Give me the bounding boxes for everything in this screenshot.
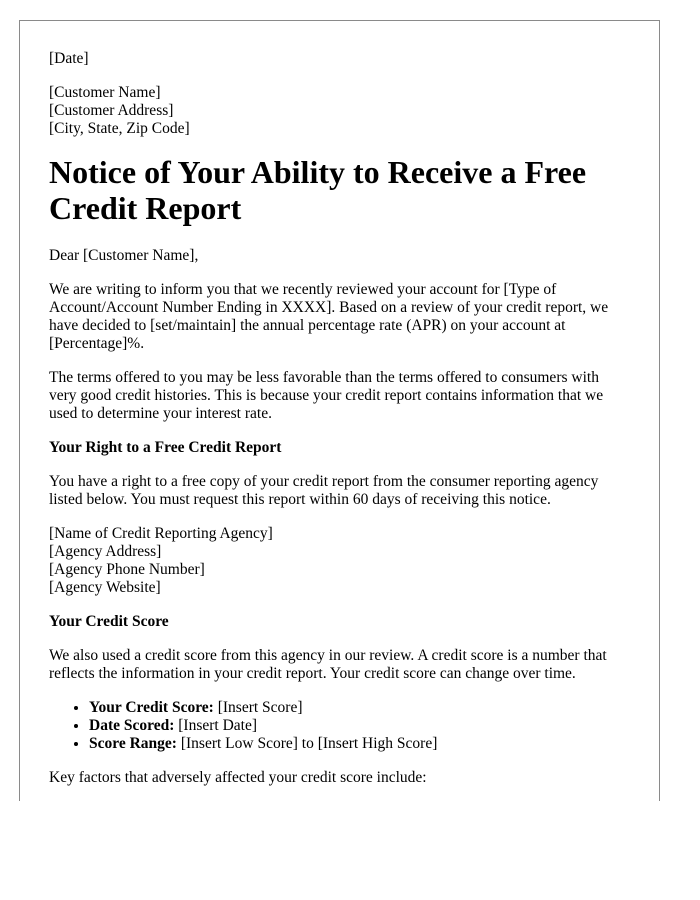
letter-document — [19, 20, 660, 801]
greeting: Dear [Customer Name], — [49, 247, 199, 264]
letter-date: [Date] — [49, 50, 89, 67]
paragraph-account-review: We are writing to inform you that we recently reviewed your account for [Type of Account/Account Number Ending in XXXX]. Based on a review of your credit report, we have decided to [set/maintain] the annual percentage rate (APR) on your account at [Percentage]%. — [49, 281, 609, 352]
customer-name-line: [Customer Name] — [49, 84, 161, 101]
customer-address-line: [Customer Address] — [49, 102, 174, 119]
section-heading-credit-score: Your Credit Score — [49, 613, 169, 630]
credit-score-label: Your Credit Score: — [89, 699, 214, 716]
list-item-credit-score — [89, 699, 630, 717]
paragraph-terms: The terms offered to you may be less favorable than the terms offered to consumers with very good credit histories. This is because your credit report contains information that we used to determine your interest rate. — [49, 369, 604, 422]
customer-address-block — [49, 84, 630, 138]
letter-title: Notice of Your Ability to Receive a Free Credit Report — [49, 154, 587, 226]
agency-address-block — [49, 525, 630, 597]
paragraph-free-report: You have a right to a free copy of your credit report from the consumer reporting agency listed below. You must request this report within 60 days of receiving this notice. — [49, 473, 599, 508]
list-item-date-scored — [89, 717, 630, 735]
credit-score-list — [49, 699, 630, 753]
list-item-score-range — [89, 735, 630, 753]
date-scored-value: [Insert Date] — [174, 717, 257, 734]
key-factors-intro: Key factors that adversely affected your credit score include: — [49, 769, 427, 786]
agency-phone-line: [Agency Phone Number] — [49, 561, 205, 578]
score-range-label: Score Range: — [89, 735, 177, 752]
section-heading-free-report: Your Right to a Free Credit Report — [49, 439, 282, 456]
paragraph-credit-score: We also used a credit score from this agency in our review. A credit score is a number that reflects the information in your credit report. Your credit score can change over time. — [49, 647, 607, 682]
customer-city-line: [City, State, Zip Code] — [49, 120, 190, 137]
agency-website-line: [Agency Website] — [49, 579, 161, 596]
credit-score-value: [Insert Score] — [213, 699, 303, 716]
score-range-value: [Insert Low Score] to [Insert High Score] — [176, 735, 438, 752]
date-scored-label: Date Scored: — [89, 717, 175, 734]
agency-name-line: [Name of Credit Reporting Agency] — [49, 525, 273, 542]
agency-address-line: [Agency Address] — [49, 543, 162, 560]
